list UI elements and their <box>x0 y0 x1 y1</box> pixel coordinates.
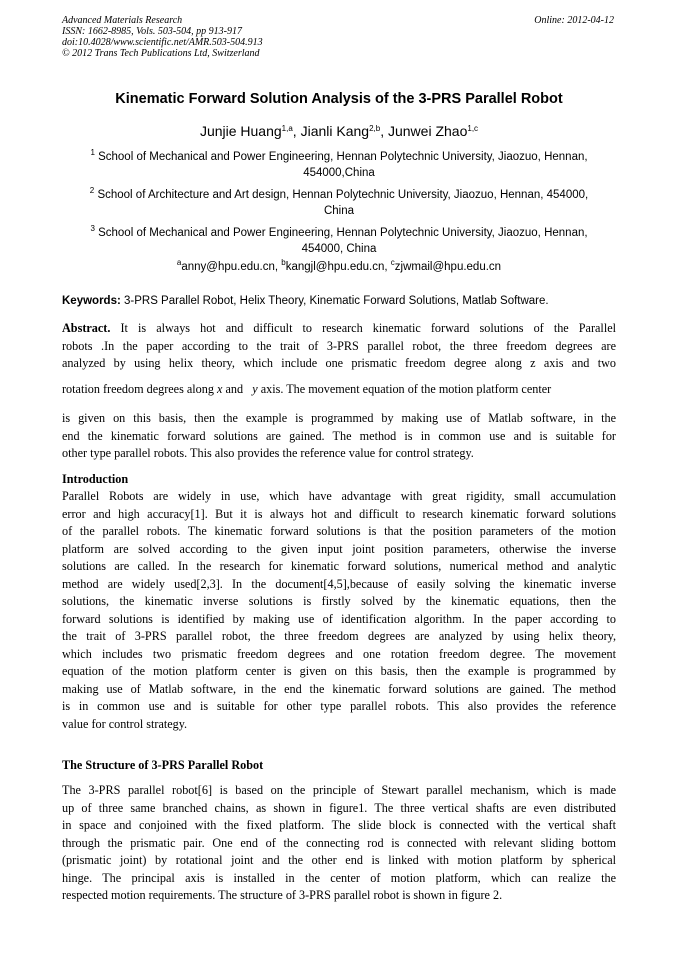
abstract-block-a <box>62 320 616 373</box>
affiliation-1 <box>62 149 616 181</box>
author-affiliation-mark: 1,a <box>281 124 293 133</box>
journal-doi[interactable]: doi:10.4028/www.scientific.net/AMR.503-504.913 <box>62 37 263 48</box>
text-line: respected motion requirements. The structure of 3-PRS parallel robot is shown in figure 2. <box>62 888 503 902</box>
author-name: Junjie Huang <box>199 123 282 139</box>
text-line: equation of the motion platform center is given on this basis, then the example is programmed by <box>62 664 616 678</box>
abstract-block-b <box>62 381 616 399</box>
text-line: of the parallel robots. The kinematic forward solutions is that the position parameters of the motion <box>62 524 616 538</box>
paper-title: Kinematic Forward Solution Analysis of the 3-PRS Parallel Robot <box>115 91 563 107</box>
keywords-text: 3-PRS Parallel Robot, Helix Theory, Kinematic Forward Solutions, Matlab Software. <box>120 295 549 307</box>
journal-copyright: © 2012 Trans Tech Publications Ltd, Switzerland <box>62 48 260 59</box>
text-line: through the prismatic pair. One end of the connecting rod is connected with relevant sliding bottom <box>62 835 616 850</box>
introduction-paragraph <box>62 488 616 733</box>
abstract-block-c <box>62 410 616 463</box>
text-line: error and high accuracy[1]. But it is always hot and difficult to research kinematic forward solutions <box>62 506 616 521</box>
text-line: the trait of 3-PRS parallel robot, the three freedom degrees are analyzed by using helix theory, <box>62 629 616 643</box>
affiliation-line: School of Mechanical and Power Engineering, Hennan Polytechnic University, Jiaozuo, Hennan, <box>98 227 588 239</box>
keywords <box>62 295 616 307</box>
text-line: which includes two prismatic freedom degrees and one rotation freedom degree. The movement <box>62 646 616 661</box>
abstract-line: analyzed by using helix theory, which include one prismatic freedom degree along z axis and two <box>62 356 616 370</box>
email-mark: c <box>390 258 395 267</box>
text-line: value for control strategy. <box>62 716 188 731</box>
affiliation-3 <box>62 225 616 257</box>
affiliation-2 <box>62 187 616 219</box>
text-line: hinge. The principal axis is installed in the center of motion platform, which can realize the <box>62 870 616 885</box>
abstract-line: is given on this basis, then the example is programmed by making use of Matlab software, in the <box>62 411 616 425</box>
abstract-line: other type parallel robots. This also provides the reference value for control strategy. <box>62 446 474 460</box>
email-list <box>0 258 678 273</box>
text-line: Parallel Robots are widely in use, which have advantage with great rigidity, small accumulation <box>62 489 616 503</box>
abstract-line: Abstract. It is always hot and difficult to research kinematic forward solutions of the Parallel <box>62 321 616 335</box>
email-mark: a <box>176 258 182 267</box>
section-heading-structure: The Structure of 3-PRS Parallel Robot <box>62 758 264 772</box>
journal-header <box>62 15 263 59</box>
author-separator: , <box>292 123 301 139</box>
section-heading-introduction: Introduction <box>62 472 129 486</box>
affiliation-number: 3 <box>90 224 95 233</box>
abstract-label: Abstract. <box>62 321 111 335</box>
text-line: in space and conjoined with the fixed platform. The slide block is connected with the vertical shaft <box>62 818 616 832</box>
math-var-x: x <box>217 382 223 396</box>
affiliation-line: School of Mechanical and Power Engineering, Hennan Polytechnic University, Jiaozuo, Hennan, <box>98 151 588 163</box>
text-line: up of three same branched chains, as shown in figure1. The three vertical shafts are even distributed <box>62 800 616 815</box>
keywords-label: Keywords: <box>62 295 121 307</box>
affiliation-line: 454000,China <box>303 167 375 179</box>
author-affiliation-mark: 2,b <box>369 124 381 133</box>
abstract-line: end the kinematic forward solutions are gained. The method is in common use and is suitable for <box>62 428 616 443</box>
journal-name: Advanced Materials Research <box>62 15 183 26</box>
abstract-line: robots .In the paper according to the trait of 3-PRS parallel robot, the three freedom degrees are <box>62 338 616 353</box>
text-line: method are widely used[2,3]. In the document[4,5],because of easily solving the kinematic inverse <box>62 576 616 591</box>
abstract-line: rotation freedom degrees along x and y axis. The movement equation of the motion platform center <box>62 382 552 396</box>
structure-paragraph <box>62 782 616 905</box>
text-line: (prismatic joint) by rotational joint and the other end is linked with motion platform by spherical <box>62 853 616 867</box>
email-link[interactable]: anny@hpu.edu.cn, <box>181 261 282 273</box>
affiliation-line: School of Architecture and Art design, Hennan Polytechnic University, Jiaozuo, Hennan, 454000, <box>97 189 589 201</box>
text-line: is in common use and is suitable for other type parallel robots. This also provides the reference <box>62 699 616 713</box>
affiliation-number: 1 <box>90 148 95 157</box>
text-line: solutions are called. In the research for kinematic forward solutions, numerical method and analytic <box>62 559 616 573</box>
affiliation-number: 2 <box>89 186 95 195</box>
email-link[interactable]: kangjl@hpu.edu.cn, <box>285 261 391 273</box>
text-line: solutions, the kinematic inverse solutions is firstly solved by the kinematic equations, then the <box>62 594 616 608</box>
text-line: The 3-PRS parallel robot[6] is based on the principle of Stewart parallel mechanism, which is made <box>62 783 616 797</box>
journal-issn: ISSN: 1662-8985, Vols. 503-504, pp 913-917 <box>62 26 242 37</box>
email-link[interactable]: zjwmail@hpu.edu.cn <box>394 261 502 273</box>
email-mark: b <box>281 258 286 267</box>
online-date: Online: 2012-04-12 <box>534 15 614 26</box>
affiliation-line: China <box>323 205 355 217</box>
author-name: Jianli Kang <box>300 123 370 139</box>
author-list <box>0 123 678 139</box>
author-separator: , <box>380 123 388 139</box>
author-name: Junwei Zhao <box>387 123 468 139</box>
text-line: forward solutions is identified by making use of identification algorithm. In the paper according to <box>62 611 616 626</box>
author-affiliation-mark: 1,c <box>467 124 479 133</box>
text-line: platform are solved according to the given input joint position parameters, otherwise the inverse <box>62 541 616 556</box>
text-line: making use of Matlab software, in the end the kinematic forward solutions are gained. The method <box>62 681 616 696</box>
affiliation-line: 454000, China <box>301 243 377 255</box>
math-var-y: y <box>252 382 258 396</box>
